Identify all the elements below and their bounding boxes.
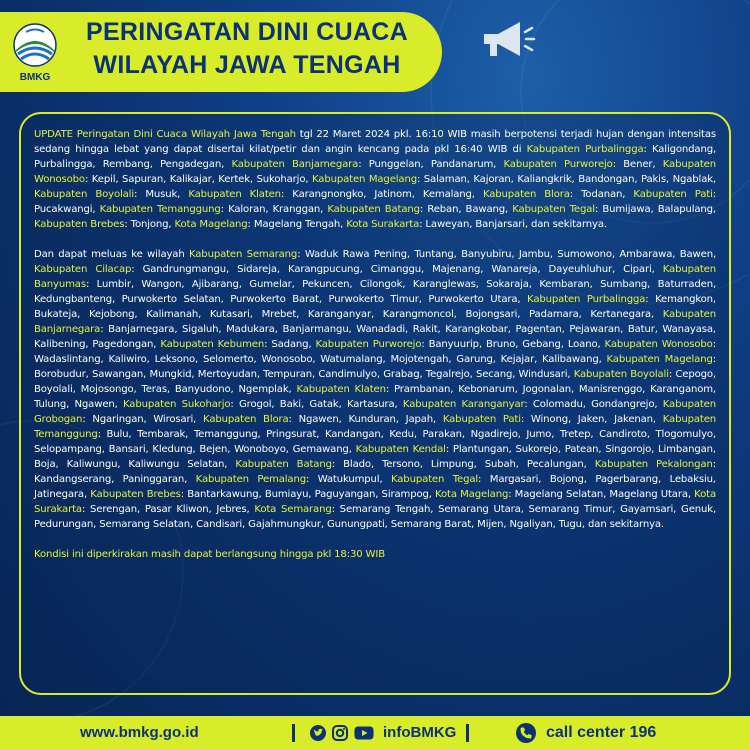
warning-text-run: wilayah [147,249,189,260]
warning-text-run: : Lumbir, Wangon, Ajibarang, Gumelar, Pekuncen, Cilongok, Karanglewas, Sokaraja, Kembaran, Sumbang, Baturraden, Kedungbanteng, Purwokerto Selatan, Purwokerto Barat, Purwokerto Timur, Purwokerto Utara, [34,279,716,305]
region-name-highlight: Kabupaten Tegal [512,204,595,215]
region-name-highlight: Kabupaten Banjarnegara [231,159,359,170]
region-name-highlight: Kota Magelang [174,219,248,230]
warning-text-run: : Sadang, [264,339,316,350]
megaphone-icon [476,14,536,64]
region-name-highlight: Kabupaten Banjarnegara [34,309,716,335]
region-name-highlight: Kabupaten Tegal [390,474,479,485]
region-name-highlight: UPDATE Peringatan Dini Cuaca Wilayah Jawa Tengah [34,129,296,140]
region-name-highlight: Kota Semarang [254,504,332,515]
region-name-highlight: Kota Magelang [435,489,509,500]
warning-text-run: : Punggelan, Pandanarum, [358,159,504,170]
region-name-highlight: Kabupaten Kebumen [160,339,265,350]
warning-text-run: : Kepil, Sapuran, Kalikajar, Kertek, Sukoharjo, [84,174,313,185]
region-name-highlight: Kabupaten Klaten [296,384,386,395]
warning-text-run: : Winong, Jaken, Jakenan, [520,414,663,425]
warning-text-run: : Reban, Bawang, [419,204,513,215]
warning-text-run: : Kaloran, Kranggan, [220,204,328,215]
warning-text-run: : Todanan, [569,189,634,200]
region-name-highlight: Kabupaten Brebes [90,489,181,500]
warning-text-run: : Prambanan, Kebonarum, Jogonalan, Manisrenggo, Karanganom, Tulung, Ngawen, [34,384,716,410]
warning-text-run: : Blado, Tersono, Limpung, Subah, Pecalungan, [331,459,595,470]
region-name-highlight: Kabupaten Grobogan [34,399,716,425]
warning-text-run: : Serengan, Pasar Kliwon, Jebres, [81,504,255,515]
region-name-highlight: Kabupaten Pati [633,189,713,200]
twitter-icon[interactable] [310,725,326,741]
region-name-highlight: Kabupaten Purworejo [503,159,613,170]
call-center[interactable]: call center 196 [546,724,657,741]
region-name-highlight: Kabupaten Pemalang [195,474,306,485]
website-link[interactable]: www.bmkg.go.id [80,724,199,741]
warning-text-run: : Salaman, Kajoran, Kaliangkrik, Bandongan, Pakis, Ngablak, [416,174,716,185]
warning-text-run: : Cepogo, Boyolali, Mojosongo, Teras, Banyudono, Ngemplak, [34,369,716,395]
region-name-highlight: Kabupaten Karanganyar [402,399,525,410]
region-name-highlight: Kabupaten Pekalongan [594,459,713,470]
warning-text-run: : Karangnongko, Jatinom, Kemalang, [280,189,483,200]
region-name-highlight: Kabupaten Magelang [606,354,713,365]
region-name-highlight: Kabupaten Sukoharjo [123,399,231,410]
region-name-highlight: Kabupaten Purworejo [315,339,422,350]
warning-text-run: : Watukumpul, [305,474,391,485]
region-name-highlight: Kabupaten Boyolali [573,369,669,380]
warning-text-run: : Banyuurip, Bruno, Gebang, Loano, [421,339,605,350]
region-name-highlight: Kabupaten Purbalingga [526,144,644,155]
social-handle[interactable]: infoBMKG [383,724,457,741]
region-name-highlight: Kabupaten Magelang [312,174,417,185]
warning-text-run: Dan dapat meluas ke [34,249,148,260]
warning-paragraph-2 [34,247,716,532]
region-name-highlight: Kabupaten Blora [482,189,570,200]
region-name-highlight: Kabupaten Temanggung [99,204,221,215]
warning-text-run: : Plantungan, Sukorejo, Patean, Singorojo, Limbangan, Boja, Kaliwungu, Kaliwungu Selatan, [34,444,716,470]
phone-icon [516,723,536,743]
warning-text-run: : Colomadu, Gondangrejo, [524,399,663,410]
footer-divider [292,724,295,742]
logo-text: BMKG [19,72,51,83]
warning-text-run: : Semarang Tengah, Semarang Utara, Semarang Timur, Gayamsari, Genuk, Pedurungan, Semarang Selatan, Candisari, Gajahmungkur, Gunungpati, Semarang Barat, Mijen, Ngaliyan, Tugu, dan sekitarnya. [34,504,717,530]
warning-paragraph-1 [34,127,716,232]
region-name-highlight: Kota Surakarta [346,219,420,230]
region-name-highlight: Kabupaten Wonosobo [34,159,716,185]
warning-text-run: : Grogol, Baki, Gatak, Kartasura, [230,399,403,410]
region-name-highlight: Kota Surakarta [34,489,716,515]
youtube-icon[interactable] [354,725,374,741]
warning-text-run: : Magelang Selatan, Magelang Utara, [508,489,695,500]
warning-text-run: : Margasari, Bojong, Pagerbarang, Lebaksiu, Jatinegara, [34,474,716,500]
warning-text-run: : Musuk, [133,189,189,200]
title-line-1: PERINGATAN DINI CUACA [85,18,409,46]
warning-text-run: : Bumijawa, Balapulang, [594,204,716,215]
warning-text-run: : Ngawen, Kunduran, Japah, [288,414,443,425]
region-name-highlight: Kondisi ini diperkirakan masih dapat berlangsung hingga pkl 18:30 WIB [34,549,385,560]
region-name-highlight: Kabupaten Semarang [188,249,298,260]
warning-text-run: : Ngaringan, Wirosari, [82,414,204,425]
page-title [62,16,432,82]
region-name-highlight: Kabupaten Brebes [34,219,125,230]
warning-text-run: : Bener, [612,159,663,170]
region-name-highlight: Kabupaten Pati [442,414,521,425]
warning-text-run: : Kaligondang, Purbalingga, Rembang, Pengadegan, [34,144,717,170]
warning-text-run: : Bulu, Tembarak, Temanggung, Pringsurat, Kandangan, Kedu, Parakan, Ngadirejo, Jumo, Tretep, Candiroto, Tlogomulyo, Selopampang, Bansari, Kledung, Bejen, Wonoboyo, Gemawang, [34,429,716,455]
bmkg-logo-icon [12,22,58,84]
warning-text-run: : Banjarnegara, Sigaluh, Madukara, Banjarmangu, Wanadadi, Rakit, Karangkobar, Pagentan, Pejawaran, Batur, Wanayasa, Kalibening, Pagedongan, [34,324,716,350]
warning-text-run: : Laweyan, Banjarsari, dan sekitarnya. [419,219,607,230]
region-name-highlight: Kabupaten Boyolali [34,189,134,200]
region-name-highlight: Kabupaten Klaten [188,189,281,200]
warning-text [34,127,716,577]
region-name-highlight: Kabupaten Kendal [355,444,446,455]
region-name-highlight: Kabupaten Wonosobo [604,339,713,350]
footer-divider [466,724,469,742]
warning-text-run: : Gandrungmangu, Sidareja, Karangpucung, Cimanggu, Majenang, Wanareja, Dayeuhluhur, Cipari, [131,264,663,275]
footer-bar [0,716,750,750]
warning-text-run: : Tonjong, [124,219,175,230]
warning-text-run: : Waduk Rawa Pening, Tuntang, Banyubiru, Jambu, Sumowono, Ambarawa, Bawen, [297,249,717,260]
warning-text-run: : Magelang Tengah, [247,219,347,230]
region-name-highlight: Kabupaten Blora [203,414,289,425]
instagram-icon[interactable] [332,725,348,741]
region-name-highlight: Kabupaten Batang [235,459,332,470]
region-name-highlight: Kabupaten Banyumas [34,264,716,290]
region-name-highlight: Kabupaten Temanggung [34,414,717,440]
warning-text-run: : Pucakwangi, [34,189,716,215]
warning-text-run: tgl 22 Maret 2024 pkl. 16:10 WIB masih berpotensi terjadi hujan dengan intensitas sedang hingga lebat yang dapat disertai kilat/petir dan angin kencang pada pkl 16:40 WIB di [34,129,717,155]
region-name-highlight: Kabupaten Purbalingga [527,294,646,305]
region-name-highlight: Kabupaten Batang [327,204,420,215]
region-name-highlight: Kabupaten Cilacap [34,264,132,275]
warning-text-run: : Bantarkawung, Bumiayu, Paguyangan, Sirampog, [180,489,436,500]
warning-text-run: : Wadaslintang, Kaliwiro, Leksono, Selomerto, Wonosobo, Watumalang, Mojotengah, Garung, Kejajar, Kalibawang, [34,339,716,365]
title-line-2: WILAYAH JAWA TENGAH [93,51,401,79]
warning-paragraph-3 [34,547,716,562]
warning-text-run: : Borobudur, Sawangan, Mungkid, Mertoyudan, Tempuran, Candimulyo, Grabag, Tegalrejo, Secang, Windusari, [34,354,716,380]
warning-text-run: : Kemangkon, Bukateja, Kejobong, Kalimanah, Kutasari, Mrebet, Karanganyar, Karangmoncol, Bojongsari, Padamara, Kertanegara, [34,294,716,320]
warning-text-run: : Kandangserang, Paninggaran, [34,459,716,485]
